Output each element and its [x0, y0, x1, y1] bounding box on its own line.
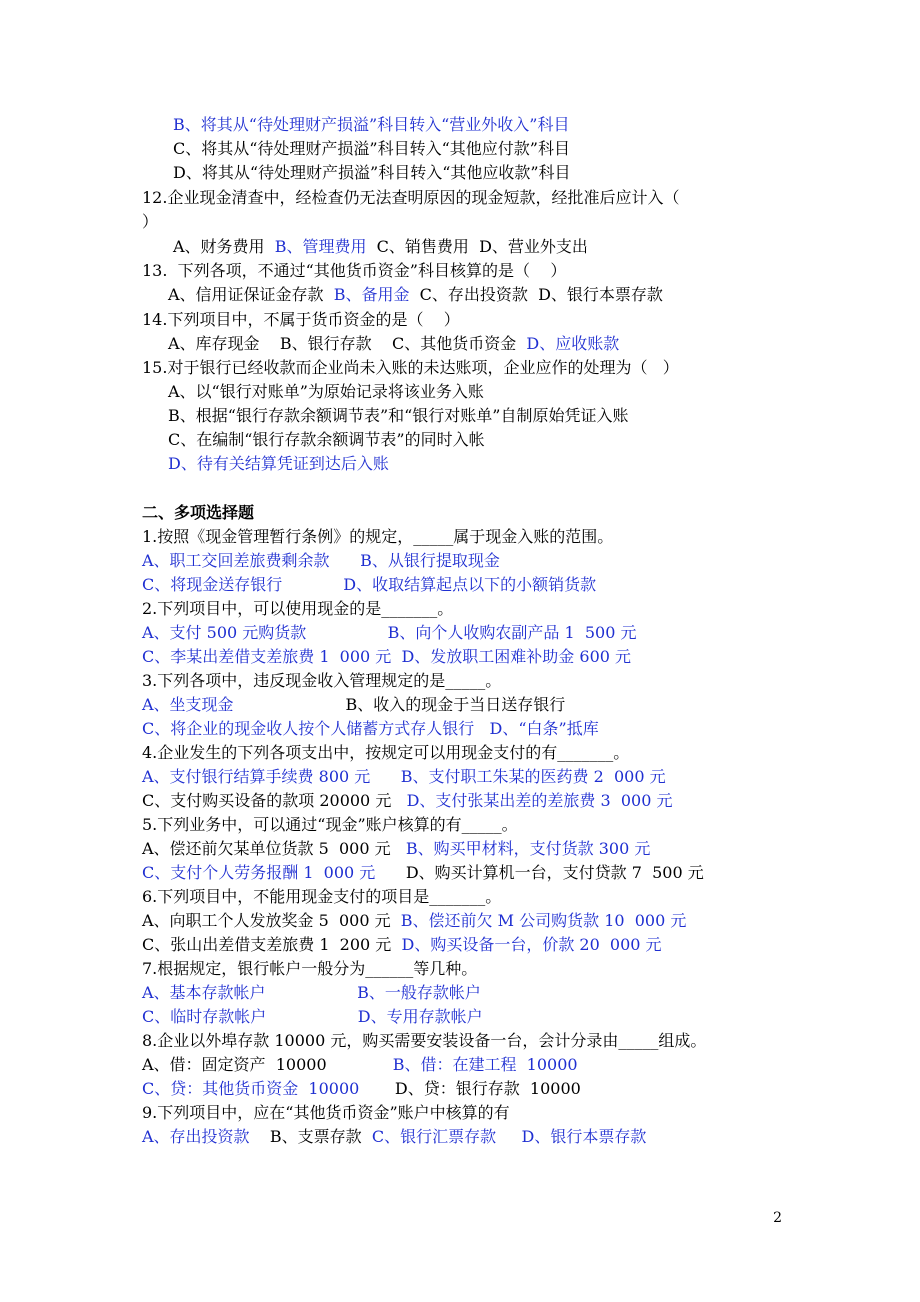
text-segment: A、存出投资款 [142, 1127, 250, 1146]
text-line [142, 694, 565, 716]
text-line: A、支付银行结算手续费 800 元 B、支付职工朱某的医药费 2 000 元 [142, 767, 666, 786]
text-segment: C、支付购买设备的款项 20000 元 [142, 791, 407, 810]
text-line: 15.对于银行已经收款而企业尚未入账的未达账项，企业应作的处理为（ ） [142, 358, 679, 377]
text-line: 13. 下列各项，不通过“其他货币资金”科目核算的是（ ） [142, 261, 567, 280]
text-segment: B、支票存款 [249, 1127, 372, 1146]
text-line: C、将企业的现金收人按个人储蓄方式存人银行 D、“白条”抵库 [142, 719, 599, 738]
text-line: C、将现金送存银行 D、收取结算起点以下的小额销货款 [142, 575, 597, 594]
text-line: C、李某出差借支差旅费 1 000 元 D、发放职工困难补助金 600 元 [142, 647, 632, 666]
text-segment: D、支付张某出差的差旅费 3 000 元 [406, 791, 673, 810]
text-line: 1.按照《现金管理暂行条例》的规定，_____属于现金入账的范围。 [142, 527, 614, 546]
text-segment: B、收入的现金于当日送存银行 [233, 695, 566, 714]
text-segment: D、购买计算机一台，支付贷款 7 500 元 [375, 863, 704, 882]
text-line: A、基本存款帐户 B、一般存款帐户 [142, 983, 481, 1002]
text-line: 二、多项选择题 [142, 503, 255, 522]
text-line: D、将其从“待处理财产损溢”科目转入“其他应收款”科目 [173, 163, 571, 182]
text-segment: B、偿还前欠 M 公司购货款 10 000 元 [400, 911, 687, 930]
text-line: A、职工交回差旅费剩余款 B、从银行提取现金 [142, 551, 500, 570]
text-segment: C、销售费用 D、营业外支出 [366, 237, 588, 256]
text-line [142, 838, 650, 860]
text-line: 4.企业发生的下列各项支出中，按规定可以用现金支付的有_______。 [142, 743, 630, 762]
text-segment: A、库存现金 B、银行存款 C、其他货币资金 [168, 334, 527, 353]
text-segment: C、贷：其他货币资金 10000 [142, 1079, 360, 1098]
text-line: 5.下列业务中，可以通过“现金”账户核算的有_____。 [142, 815, 518, 834]
text-segment: B、购买甲材料，支付货款 300 元 [405, 839, 651, 858]
text-line: 6.下列项目中，不能用现金支付的项目是_______。 [142, 887, 502, 906]
text-segment: C、存出投资款 D、银行本票存款 [409, 285, 663, 304]
text-segment: C、银行汇票存款 D、银行本票存款 [371, 1127, 647, 1146]
text-line: 8.企业以外埠存款 10000 元，购买需要安装设备一台，会计分录由_____组成。 [142, 1031, 707, 1050]
text-line [142, 1126, 646, 1148]
text-line [142, 934, 662, 956]
text-segment: A、信用证保证金存款 [168, 285, 334, 304]
text-line: 3.下列各项中，违反现金收入管理规定的是_____。 [142, 671, 502, 690]
text-line: 2.下列项目中，可以使用现金的是_______。 [142, 599, 454, 618]
text-segment: B、备用金 [333, 285, 410, 304]
text-line [168, 284, 663, 306]
text-segment: D、应收账款 [526, 334, 620, 353]
text-line: ） [142, 212, 159, 231]
text-line [142, 1054, 578, 1076]
text-segment: A、向职工个人发放奖金 5 000 元 [142, 911, 401, 930]
text-line: C、临时存款帐户 D、专用存款帐户 [142, 1007, 483, 1026]
text-segment: D、购买设备一台，价款 20 000 元 [401, 935, 662, 954]
text-line: C、在编制“银行存款余额调节表”的同时入帐 [168, 430, 485, 449]
text-line [142, 910, 686, 932]
text-line: C、将其从“待处理财产损溢”科目转入“其他应付款”科目 [173, 139, 570, 158]
text-line [168, 333, 619, 355]
text-line [142, 862, 704, 884]
text-line: 7.根据规定，银行帐户一般分为______等几种。 [142, 959, 478, 978]
text-line: A、以“银行对账单”为原始记录将该业务入账 [168, 382, 484, 401]
text-segment: A、偿还前欠某单位货款 5 000 元 [142, 839, 406, 858]
text-line: B、将其从“待处理财产损溢”科目转入“营业外收入”科目 [173, 115, 570, 134]
text-segment: A、财务费用 [173, 237, 275, 256]
text-segment: B、借：在建工程 10000 [392, 1055, 578, 1074]
page-number: 2 [773, 1210, 782, 1226]
text-line [142, 1078, 581, 1100]
text-line: 14.下列项目中，不属于货币资金的是（ ） [142, 310, 460, 329]
text-line: D、待有关结算凭证到达后入账 [168, 454, 389, 473]
text-segment: A、坐支现金 [142, 695, 234, 714]
text-line: 9.下列项目中，应在“其他货币资金”账户中核算的有 [142, 1103, 510, 1122]
text-line: A、支付 500 元购货款 B、向个人收购农副产品 1 500 元 [142, 623, 637, 642]
text-line: 12.企业现金清查中，经检查仍无法查明原因的现金短款，经批准后应计入（ [142, 188, 680, 207]
text-segment: C、张山出差借支差旅费 1 200 元 [142, 935, 402, 954]
text-line [173, 236, 588, 258]
text-segment: A、借：固定资产 10000 [142, 1055, 393, 1074]
text-line: B、根据“银行存款余额调节表”和“银行对账单”自制原始凭证入账 [168, 406, 629, 425]
text-line [142, 790, 672, 812]
text-segment: C、支付个人劳务报酬 1 000 元 [142, 863, 376, 882]
text-segment: B、管理费用 [274, 237, 367, 256]
text-segment: D、贷：银行存款 10000 [359, 1079, 581, 1098]
